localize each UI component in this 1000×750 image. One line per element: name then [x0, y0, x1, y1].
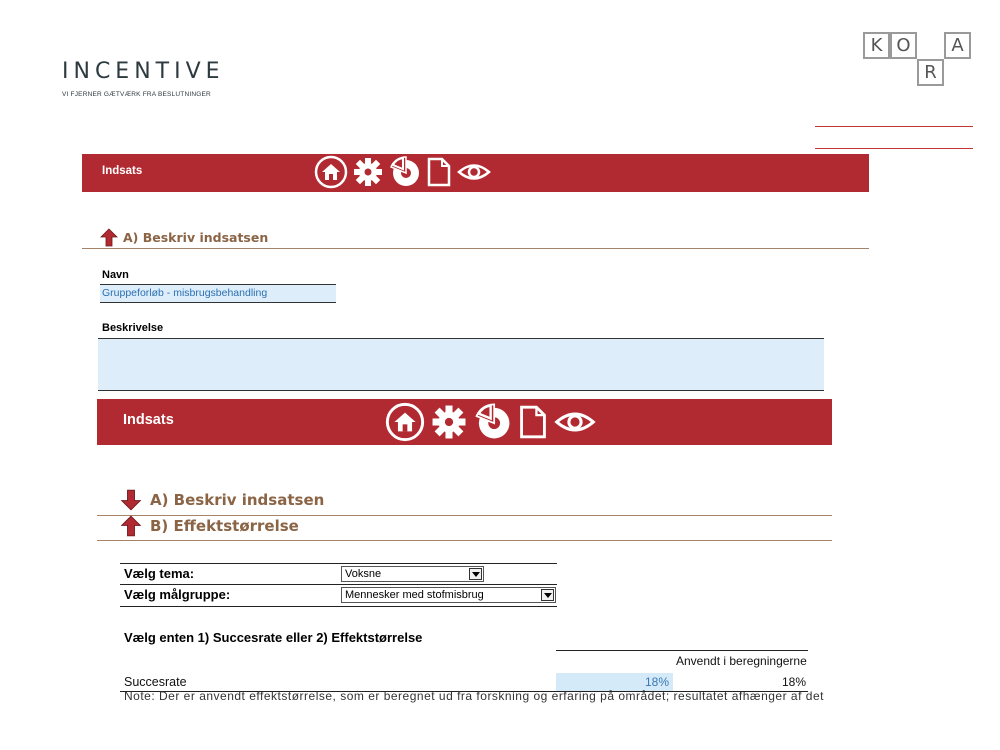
gear-icon[interactable] — [351, 155, 385, 189]
kora-letter-o: O — [890, 32, 917, 59]
theme-select[interactable] — [341, 566, 484, 582]
kora-logo — [863, 32, 973, 87]
target-group-label: Vælg målgruppe: — [124, 587, 231, 602]
document-icon[interactable] — [425, 155, 453, 189]
nav-bar-small — [82, 154, 869, 192]
chevron-down-icon[interactable] — [541, 589, 554, 601]
arrow-up-icon — [100, 228, 118, 247]
note-text-clipped — [124, 689, 824, 703]
nav-icons-large — [385, 401, 597, 443]
section-a-label: A) Beskriv indsatsen — [123, 230, 269, 245]
section-a-large-heading[interactable] — [120, 489, 324, 511]
theme-label: Vælg tema: — [124, 566, 195, 581]
target-group-select[interactable] — [341, 587, 556, 603]
section-a-heading[interactable] — [100, 228, 268, 247]
chart-icon[interactable] — [473, 401, 513, 443]
name-input[interactable]: Gruppeforløb - misbrugsbehandling — [100, 285, 336, 303]
header-divider-top — [815, 126, 973, 127]
chart-icon[interactable] — [388, 155, 422, 189]
applied-header-border — [556, 650, 808, 651]
description-input[interactable] — [98, 338, 824, 391]
kora-letter-k: K — [863, 32, 890, 59]
incentive-logo — [62, 60, 225, 98]
name-label: Navn — [102, 269, 129, 281]
nav-bar-large-title: Indsats — [123, 412, 174, 428]
select-table-top-border — [120, 563, 557, 564]
arrow-up-icon — [120, 515, 142, 537]
success-rate-input[interactable]: 18% — [556, 673, 673, 691]
applied-header: Anvendt i beregningerne — [676, 654, 807, 668]
brand-name: INCENTIVE — [62, 59, 225, 84]
kora-letter-a: A — [944, 32, 971, 59]
header-divider-bottom — [815, 148, 973, 149]
section-b-rule — [97, 540, 832, 541]
section-b-label: B) Effektstørrelse — [150, 517, 299, 535]
target-group-select-value: Mennesker med stofmisbrug — [345, 589, 484, 601]
section-b-heading[interactable] — [120, 515, 299, 537]
gear-icon[interactable] — [429, 401, 469, 443]
select-table-bottom-border — [120, 606, 557, 607]
nav-bar-large — [97, 399, 832, 445]
note-text: Note: Der er anvendt effektstørrelse, som er beregnet ud fra forskning og erfaring på området; resultatet afhænger af det — [124, 689, 824, 703]
home-icon[interactable] — [385, 401, 425, 443]
section-a-large-label: A) Beskriv indsatsen — [150, 491, 325, 509]
nav-icons — [314, 155, 492, 189]
brand-tagline: VI FJERNER GÆTVÆRK FRA BESLUTNINGER — [62, 91, 211, 98]
arrow-down-icon — [120, 489, 142, 511]
theme-select-value: Voksne — [345, 568, 382, 580]
description-label: Beskrivelse — [102, 322, 164, 334]
nav-bar-title: Indsats — [102, 165, 143, 177]
chevron-down-icon[interactable] — [469, 568, 482, 580]
eye-icon[interactable] — [456, 155, 492, 189]
success-rate-label: Succesrate — [124, 675, 187, 689]
select-table-mid-border — [120, 584, 557, 585]
kora-letter-r: R — [917, 59, 944, 86]
choose-instruction: Vælg enten 1) Succesrate eller 2) Effektstørrelse — [124, 630, 423, 645]
eye-icon[interactable] — [553, 401, 597, 443]
document-icon[interactable] — [517, 401, 549, 443]
success-rate-applied: 18% — [781, 675, 806, 689]
home-icon[interactable] — [314, 155, 348, 189]
section-a-rule — [82, 248, 869, 249]
